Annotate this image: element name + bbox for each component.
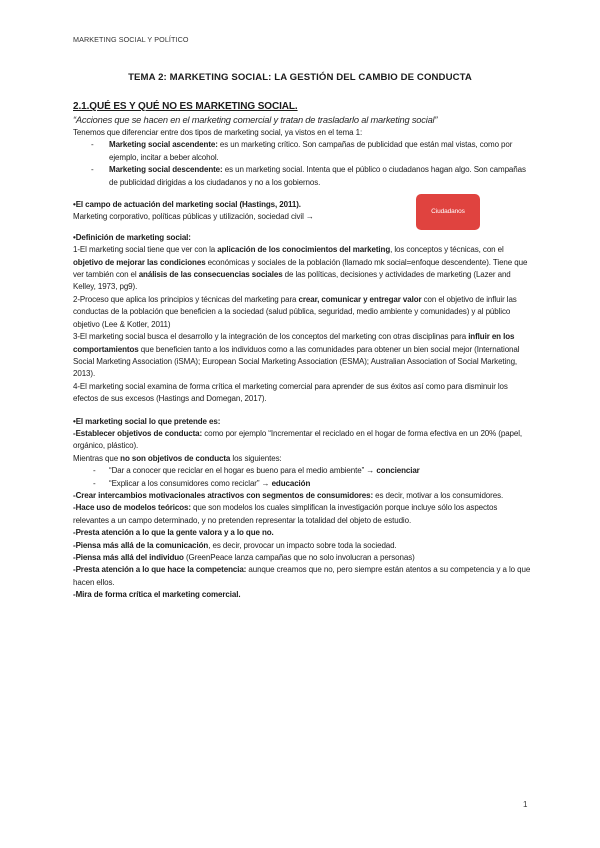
list-item: - Marketing social descendente: es un marketing social. Intenta que el público o ciudadanos hagan algo. Son campañas de publicidad dirigidas a los ciudadanos y no a los gobiernos. — [73, 164, 531, 189]
section-heading: 2.1.QUÉ ES Y QUÉ NO ES MARKETING SOCIAL. — [73, 101, 298, 112]
pretende-item: -Presta atención a lo que la gente valora y a lo que no. — [73, 528, 274, 538]
page-title: TEMA 2: MARKETING SOCIAL: LA GESTIÓN DEL CAMBIO DE CONDUCTA — [128, 72, 472, 83]
mientras-text: Mientras que no son objetivos de conducta los siguientes: — [73, 453, 282, 463]
definicion-3: 3-El marketing social busca el desarrollo y la integración de los conceptos del marketing con otras disciplinas para influir en los comportamientos que beneficien tanto a los individuos como a las comunidades para obtener un bien social mejor (International Social Marketing Association (iSMA); European Social Marketing Association (ESMA); Australian Association of Social Marketing, 2013). — [73, 332, 520, 379]
ciudadanos-box: Ciudadanos — [416, 194, 480, 230]
marketing-types-list — [73, 139, 531, 189]
no-objetivos-list — [73, 465, 531, 490]
quote: “Acciones que se hacen en el marketing comercial y tratan de trasladarlo al marketing social” — [73, 115, 438, 125]
arrow-right-icon: → — [305, 212, 314, 222]
intro-text: Tenemos que diferenciar entre dos tipos de marketing social, ya vistos en el tema 1: — [73, 128, 363, 137]
pretende-heading: •El marketing social lo que pretende es: — [73, 416, 221, 426]
pretende-item: -Establecer objetivos de conducta: como por ejemplo “Incrementar el reciclado en el hogar de forma efectiva en un 20% (papel, orgánico, plástico). — [73, 428, 523, 451]
campo-text: Marketing corporativo, políticas públicas y utilización, sociedad civil → — [73, 212, 314, 222]
definicion-4: 4-El marketing social examina de forma crítica el marketing comercial para aprender de sus éxitos así como para disminuir los efectos de sus excesos (Hastings and Domegan, 2017). — [73, 381, 508, 404]
campo-block — [73, 199, 531, 224]
list-item: - “Dar a conocer que reciclar en el hogar es bueno para el medio ambiente” → concienciar — [73, 465, 531, 477]
page-number: 1 — [523, 800, 528, 809]
pretende-item: -Hace uso de modelos teóricos: que son modelos los cuales simplifican la investigación porque incluye sólo los aspectos relevantes a un campo determinado, y no pretenden representar la totalidad del objeto de estudio. — [73, 503, 498, 525]
arrow-right-icon: → — [366, 466, 375, 476]
pretende-item: -Presta atención a lo que hace la competencia: aunque creamos que no, pero siempre están atentos a su competencia y a lo que hacen ellos. — [73, 565, 531, 587]
list-item: - Marketing social ascendente: es un marketing crítico. Son campañas de publicidad que están mal vistas, como por ejemplo, incitar a beber alcohol. — [73, 139, 531, 164]
definicion-1: 1-El marketing social tiene que ver con la aplicación de los conocimientos del marketing, los conceptos y técnicas, con el objetivo de mejorar las condiciones económicas y sociales de la población (llamado mk social=enfoque descendente). Tiene que ver también con el análisis de las consecuencias sociales de las políticas, decisiones y actividades de marketing (Lazer and Kelley, 1973, pg9). — [73, 245, 528, 292]
pretende-item: -Piensa más allá de la comunicación, es decir, provocar un impacto sobre toda la sociedad. — [73, 540, 397, 550]
definicion-2: 2-Proceso que aplica los principios y técnicas del marketing para crear, comunicar y entregar valor con el objetivo de influir las conductas de la población que beneficien a la sociedad (salud pública, seguridad, medio ambiente y comunidades) y al público objetivo (Lee & Kotler, 2011) — [73, 294, 517, 329]
campo-heading: •El campo de actuación del marketing social (Hastings, 2011). — [73, 200, 301, 210]
pretende-item: -Mira de forma crítica el marketing comercial. — [73, 590, 241, 600]
arrow-right-icon: → — [261, 478, 270, 488]
definicion-heading: •Definición de marketing social: — [73, 232, 191, 242]
page-header: MARKETING SOCIAL Y POLÍTICO — [73, 35, 189, 44]
pretende-item: -Crear intercambios motivacionales atractivos con segmentos de consumidores: es decir, motivar a los consumidores. — [73, 490, 504, 500]
pretende-item: -Piensa más allá del individuo (GreenPeace lanza campañas que no solo involucran a personas) — [73, 553, 415, 562]
list-item: - “Explicar a los consumidores como reciclar” → educación — [73, 478, 531, 490]
document-body — [73, 100, 531, 602]
